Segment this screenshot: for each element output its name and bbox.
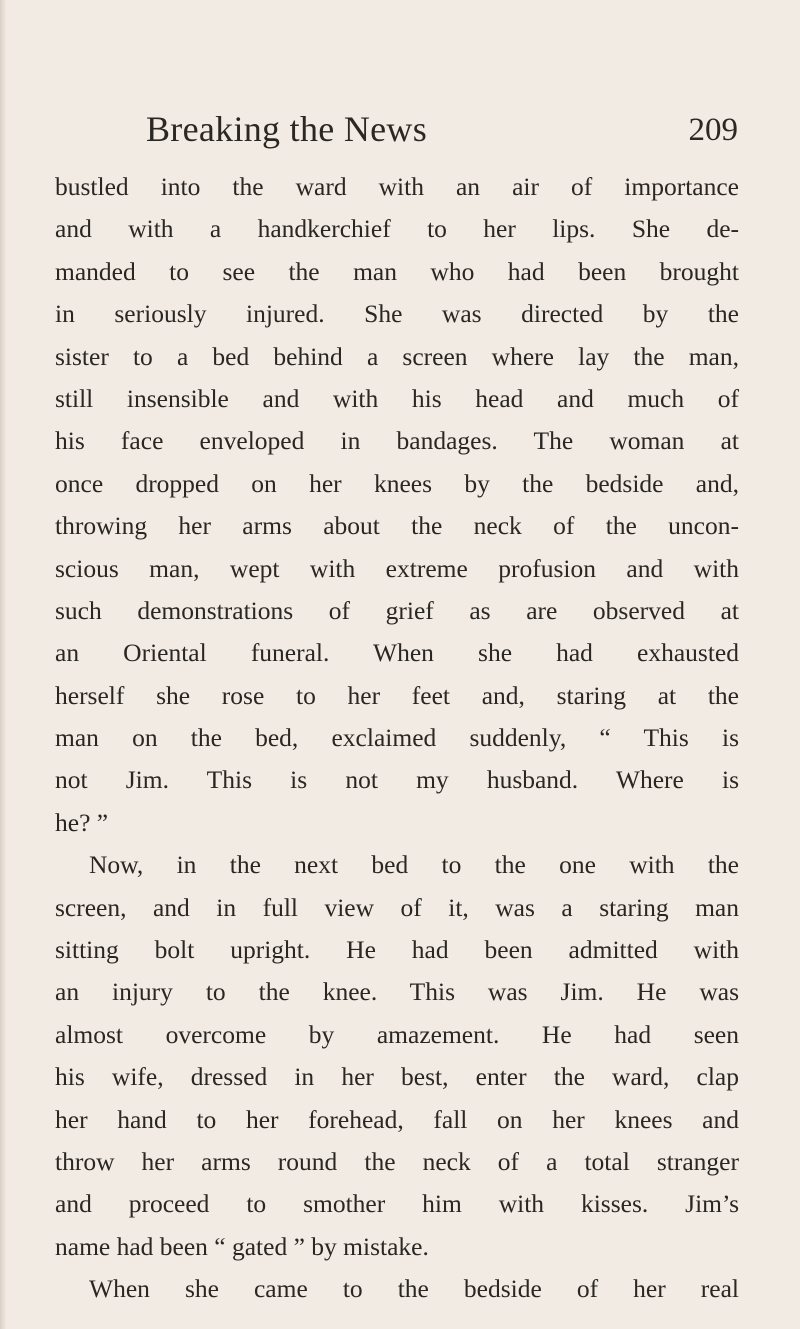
text-line: in seriously injured. She was directed by the — [55, 299, 739, 329]
text-line: sister to a bed behind a screen where lay the man, — [55, 341, 739, 371]
text-line: an injury to the knee. This was Jim. He was — [55, 977, 739, 1007]
text-line: such demonstrations of grief as are observed at — [55, 595, 739, 625]
running-head — [146, 108, 738, 154]
text-line: an Oriental funeral. When she had exhausted — [55, 638, 739, 668]
text-line: man on the bed, exclaimed suddenly, “ This is — [55, 723, 739, 753]
page-number: 209 — [688, 112, 738, 148]
text-line: and with a handkerchief to her lips. She de- — [55, 214, 739, 244]
page-edge — [0, 0, 6, 1329]
text-line: and proceed to smother him with kisses. Jim’s — [55, 1189, 739, 1219]
text-line: throwing her arms about the neck of the uncon- — [55, 511, 739, 541]
text-line: bustled into the ward with an air of importance — [55, 172, 739, 201]
text-line: throw her arms round the neck of a total stranger — [55, 1146, 739, 1176]
text-line: Now, in the next bed to the one with the — [89, 850, 739, 880]
text-line: once dropped on her knees by the bedside and, — [55, 468, 739, 498]
text-line: his face enveloped in bandages. The woman at — [55, 426, 739, 456]
text-line: screen, and in full view of it, was a staring man — [55, 892, 739, 922]
text-line: herself she rose to her feet and, staring at the — [55, 680, 739, 710]
text-line: his wife, dressed in her best, enter the ward, clap — [55, 1062, 739, 1092]
text-line: scious man, wept with extreme profusion and with — [55, 553, 739, 583]
text-line: her hand to her forehead, fall on her knees and — [55, 1104, 739, 1134]
text-line: not Jim. This is not my husband. Where is — [55, 765, 739, 795]
running-title: Breaking the News — [146, 109, 428, 149]
text-line: When she came to the bedside of her real — [89, 1274, 739, 1304]
text-line: manded to see the man who had been brought — [55, 256, 739, 286]
text-line: almost overcome by amazement. He had seen — [55, 1019, 739, 1049]
text-line: he? ” — [55, 807, 109, 837]
text-line: name had been “ gated ” by mistake. — [55, 1231, 429, 1261]
text-line: still insensible and with his head and much of — [55, 383, 739, 413]
text-line: sitting bolt upright. He had been admitted with — [55, 935, 739, 965]
body-text — [55, 166, 739, 1311]
